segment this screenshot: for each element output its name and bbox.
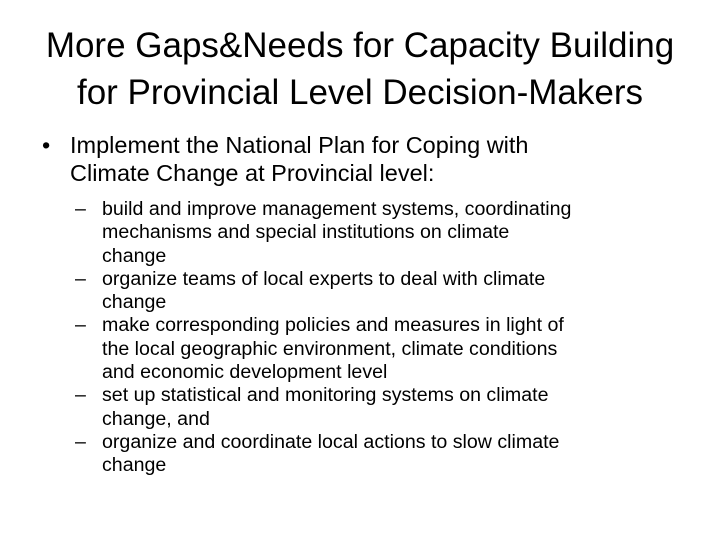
sub-bullet-line: and economic development level — [102, 361, 388, 384]
sub-bullet-line: the local geographic environment, climate conditions — [102, 337, 558, 360]
sub-bullet-line: change — [102, 291, 167, 314]
sub-bullet-item — [75, 198, 715, 268]
sub-bullet-line: change, and — [102, 407, 210, 430]
sub-bullet-line: build and improve management systems, coordinating — [102, 198, 572, 220]
sub-bullet-marker: – — [75, 198, 86, 220]
sub-bullet-item — [75, 431, 715, 478]
sub-bullet-line: organize and coordinate local actions to slow climate — [102, 430, 560, 453]
sub-bullet-marker: – — [75, 430, 86, 453]
sub-bullet-list — [75, 198, 715, 478]
bullet-line: Climate Change at Provincial level: — [70, 160, 435, 186]
sub-bullet-marker: – — [75, 314, 86, 337]
bullet-text — [70, 131, 670, 187]
sub-bullet-marker: – — [75, 267, 86, 290]
sub-bullet-line: make corresponding policies and measures in light of — [102, 314, 564, 337]
sub-bullet-line: mechanisms and special institutions on climate — [102, 221, 510, 244]
sub-bullet-item — [75, 268, 715, 315]
title-line-2: for Provincial Level Decision-Makers — [76, 73, 644, 112]
sub-bullet-item — [75, 314, 715, 384]
bullet-line: Implement the National Plan for Coping with — [70, 132, 529, 158]
sub-bullet-line: change — [102, 244, 167, 267]
sub-bullet-item — [75, 384, 715, 431]
sub-bullet-marker: – — [75, 384, 86, 407]
title-line-1: More Gaps&Needs for Capacity Building — [45, 26, 675, 65]
bullet-marker: • — [42, 132, 51, 158]
sub-bullet-line: organize teams of local experts to deal with climate — [102, 267, 546, 290]
sub-bullet-line: change — [102, 454, 167, 477]
slide-title — [0, 22, 720, 116]
sub-bullet-line: set up statistical and monitoring systems on climate — [102, 384, 549, 407]
